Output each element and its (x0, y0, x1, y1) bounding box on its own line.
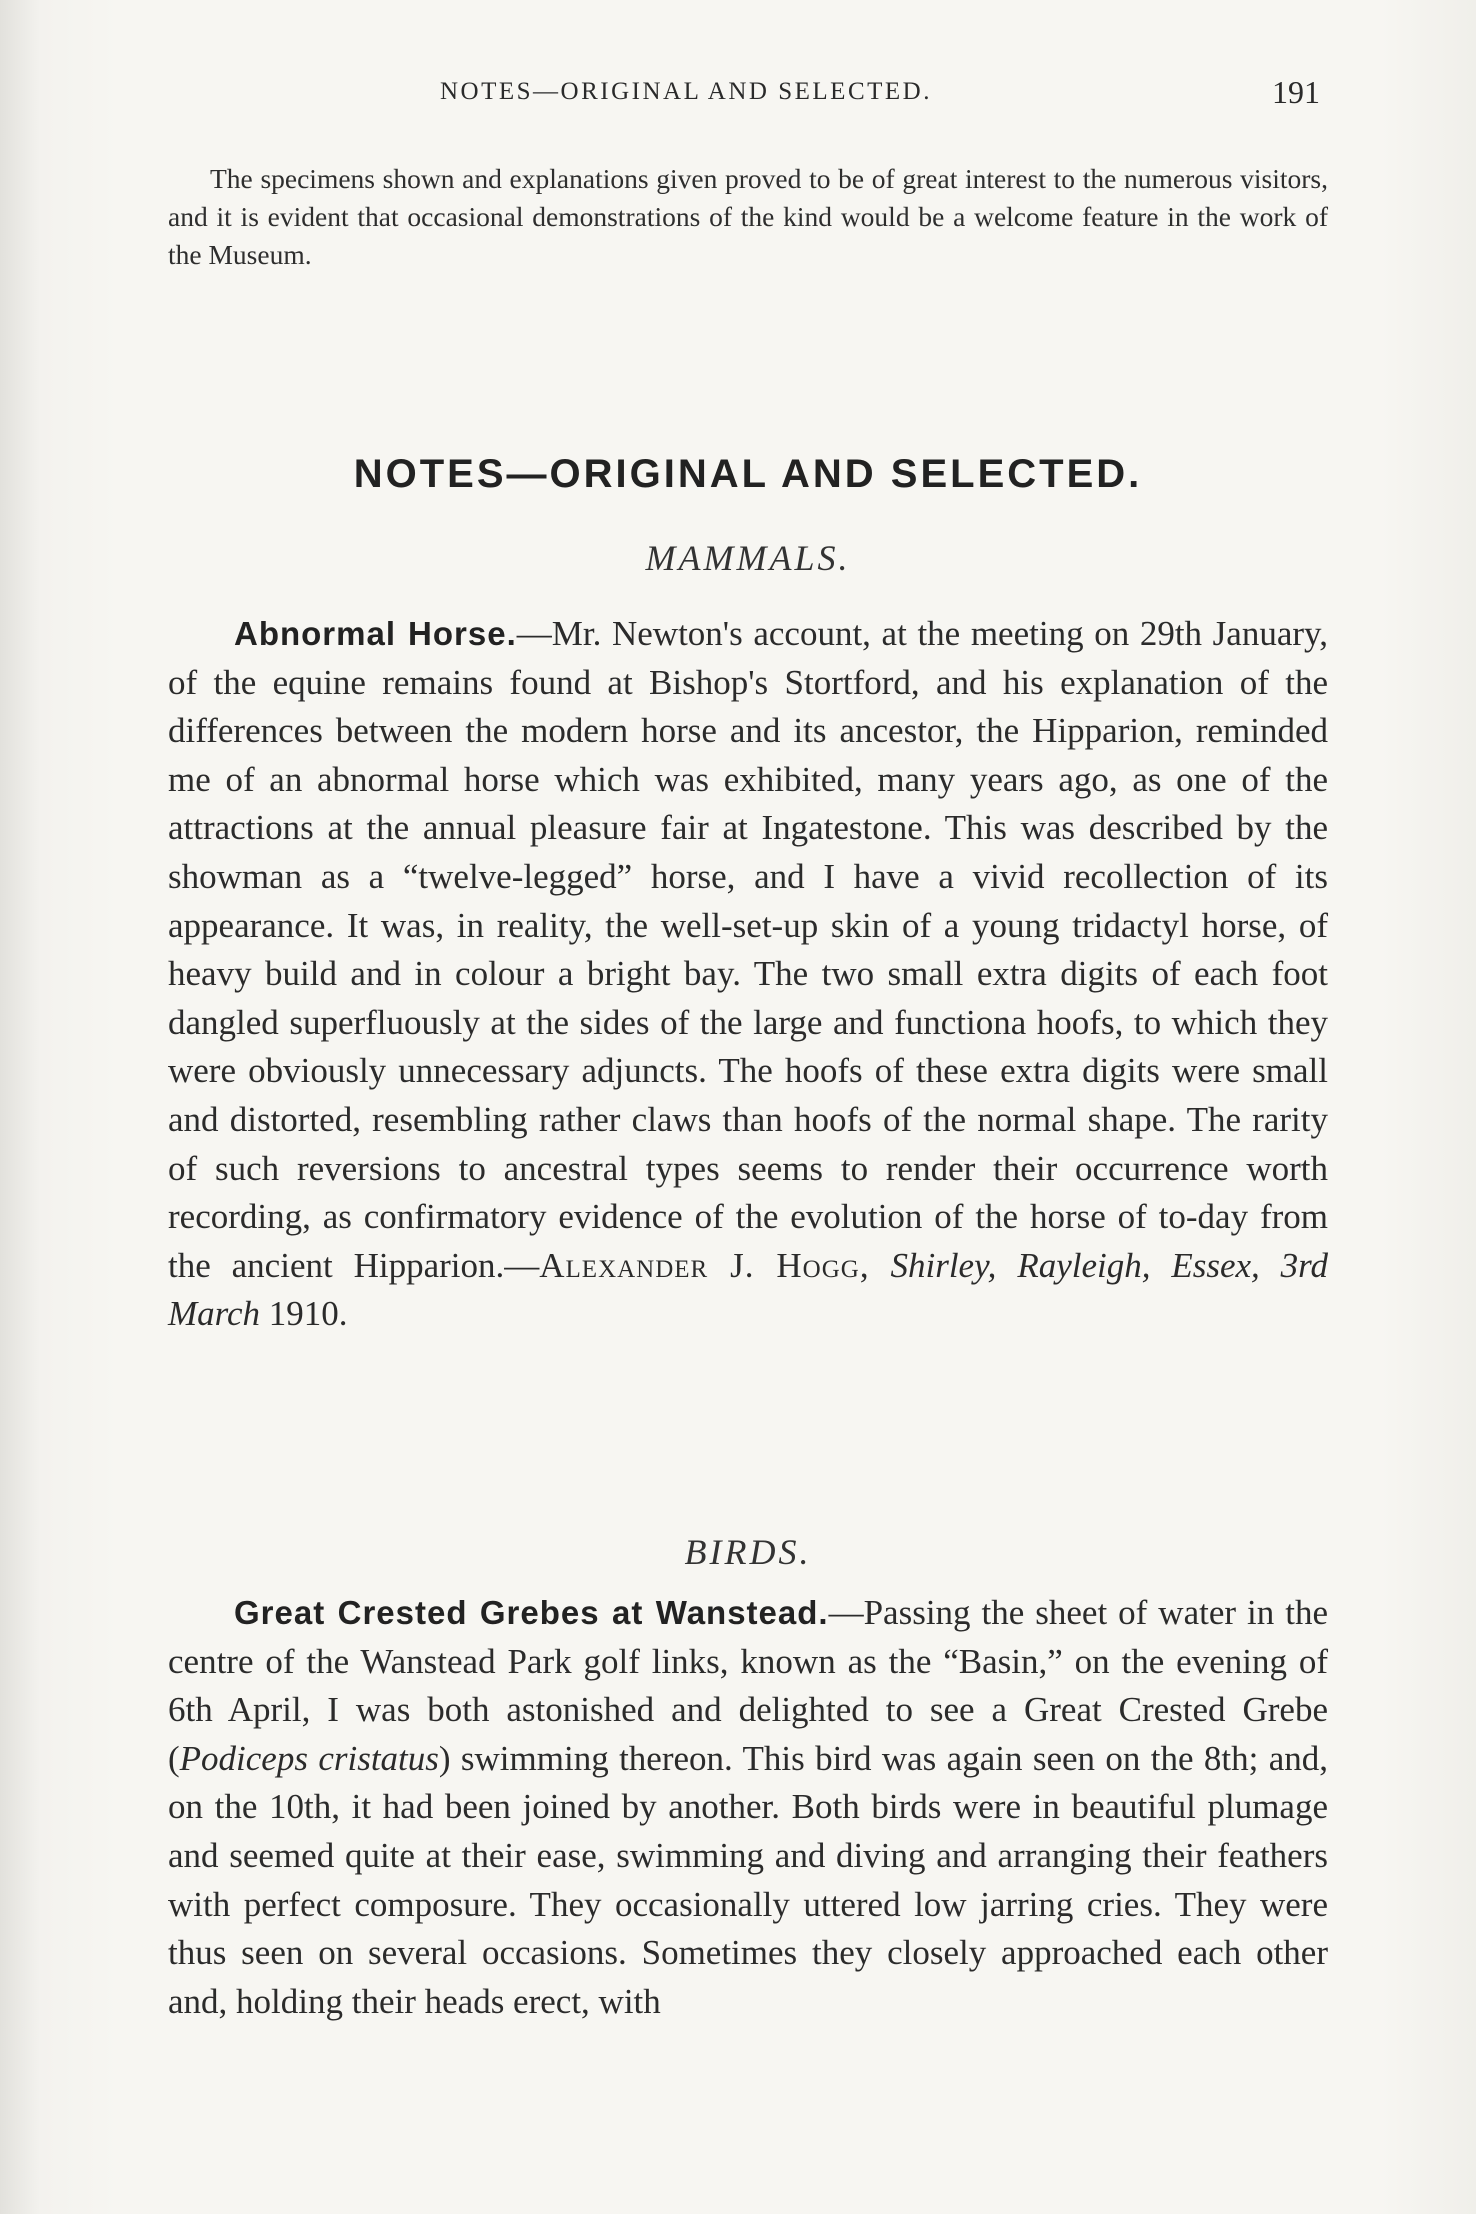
grebes-paragraph (168, 1589, 1328, 2026)
abnormal-horse-lead: Abnormal Horse. (234, 615, 517, 652)
grebes-lead: Great Crested Grebes at Wanstead. (234, 1594, 829, 1631)
intro-paragraph: The specimens shown and explanations given proved to be of great interest to the numerous visitors, and it is evident that occasional demonstrations of the kind would be a welcome feature in the work of the Museum. (168, 163, 1328, 270)
grebes-body-part-1: —Passing the sheet of water in the centre of the Wanstead Park golf links, known as the “Basin,” on the evening of 6th April, I was both astonished and delighted to see a Great Crested Grebe ( (168, 1593, 1328, 1778)
abnormal-horse-author: Alexander J. Hogg, (539, 1245, 870, 1285)
abnormal-horse-body: —Mr. Newton's account, at the meeting on 29th January, of the equine remains found at Bishop's Stortford, and his explanation of the differences between the modern horse and its ancestor, the Hipparion, reminded me of an abnormal horse which was exhibited, many years ago, as one of the attractions at the annual pleasure fair at Ingatestone. This was described by the showman as a “twelve-legged” horse, and I have a vivid recollection of its appearance. It was, in reality, the well-set-up skin of a young tridactyl horse, of heavy build and in colour a bright bay. The two small extra digits of each foot dangled superfluously at the sides of the large and functiona hoofs, to which they were obviously unnecessary adjuncts. The hoofs of these extra digits were small and distorted, resembling rather claws than hoofs of the normal shape. The rarity of such reversions to ancestral types seems to render their occurrence worth recording, as confirmatory evidence of the evolution of the horse of to-day from the ancient Hipparion.— (168, 614, 1328, 1285)
grebes-body-part-2: ) swimming thereon. This bird was again seen on the 8th; and, on the 10th, it had been joined by another. Both birds were in beautiful plumage and seemed quite at their ease, swimming and diving and arranging their feathers with perfect composure. They occasionally uttered low jarring cries. They were thus seen on several occasions. Sometimes they closely approached each other and, holding their heads erect, with (168, 1738, 1328, 2021)
running-head-title: NOTES—ORIGINAL AND SELECTED. (440, 78, 932, 105)
abnormal-horse-paragraph (168, 610, 1328, 1339)
mammals-subheading: MAMMALS. (645, 538, 851, 578)
running-head (170, 74, 1330, 118)
grebes-species-name: Podiceps cristatus (179, 1738, 439, 1778)
abnormal-horse-address: Shirley, Rayleigh, Essex, 3rd March (168, 1245, 1328, 1334)
birds-subheading: BIRDS. (684, 1532, 812, 1572)
abnormal-horse-year: 1910. (268, 1294, 348, 1334)
page-number: 191 (1272, 74, 1320, 110)
section-heading: NOTES—ORIGINAL AND SELECTED. (353, 452, 1143, 496)
